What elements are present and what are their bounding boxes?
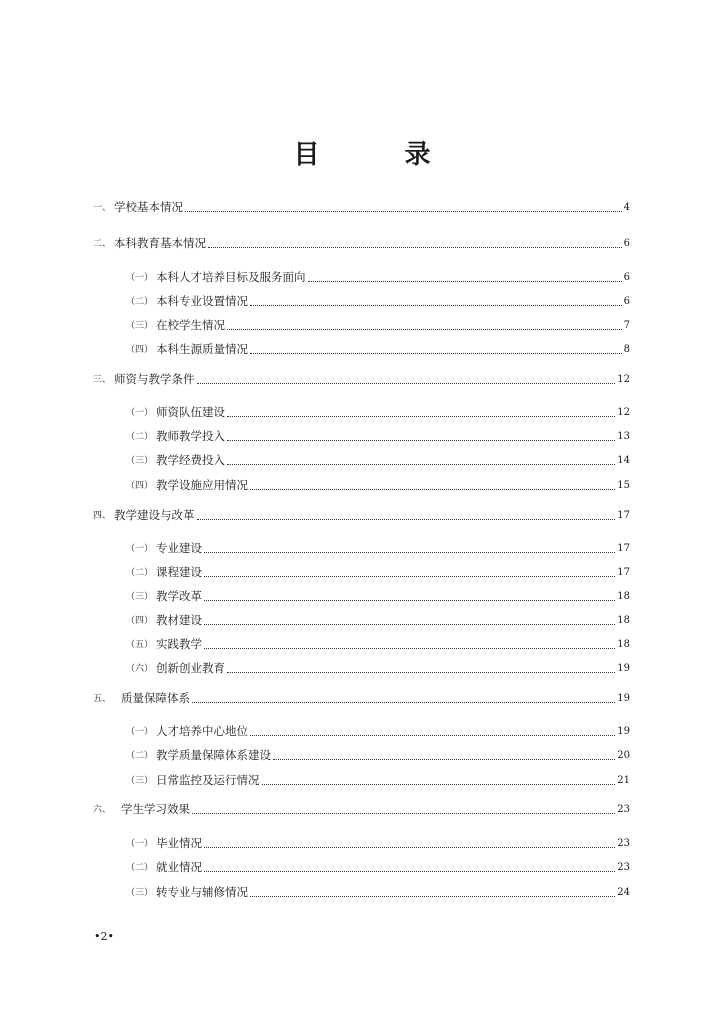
toc-entry-page-number: 14 xyxy=(617,455,630,466)
toc-entry-page-number: 6 xyxy=(623,238,630,249)
toc-subsection-entry[interactable] xyxy=(126,746,630,762)
toc-entry-number: （二） xyxy=(126,432,154,442)
dot-leader xyxy=(197,382,616,384)
dot-leader xyxy=(308,280,622,282)
toc-entry-title: 教材建设 xyxy=(156,613,203,627)
toc-entry-number: （三） xyxy=(126,456,154,466)
toc-entry-title: 教学经费投入 xyxy=(156,453,226,467)
toc-entry-number: 四、 xyxy=(93,511,112,521)
dot-leader xyxy=(227,463,615,465)
toc-entry-title: 教学改革 xyxy=(156,589,203,603)
toc-entry-number: （二） xyxy=(126,568,154,578)
dot-leader xyxy=(197,518,616,520)
toc-subsection-entry[interactable] xyxy=(126,403,630,419)
toc-entry-title: 学生学习效果 xyxy=(121,802,191,816)
toc-subsection-entry[interactable] xyxy=(126,292,630,308)
toc-entry-title: 师资队伍建设 xyxy=(156,405,226,419)
toc-entry-page-number: 20 xyxy=(617,750,630,761)
toc-entry-page-number: 7 xyxy=(623,320,630,331)
toc-entry-title: 本科专业设置情况 xyxy=(156,294,249,308)
toc-subsection-entry[interactable] xyxy=(126,268,630,284)
dot-leader xyxy=(204,599,615,601)
toc-entry-page-number: 18 xyxy=(617,591,630,602)
toc-entry-number: （三） xyxy=(126,888,154,898)
toc-subsection-entry[interactable] xyxy=(126,563,630,579)
toc-entry-page-number: 17 xyxy=(617,543,630,554)
toc-subsection-entry[interactable] xyxy=(126,427,630,443)
toc-entry-page-number: 23 xyxy=(617,804,630,815)
toc-section-entry[interactable] xyxy=(93,198,630,214)
dot-leader xyxy=(208,246,622,248)
toc-entry-page-number: 24 xyxy=(617,887,630,898)
page-number-footer: •2• xyxy=(94,930,114,943)
toc-entry-title: 质量保障体系 xyxy=(121,691,191,705)
toc-entry-number: 三、 xyxy=(93,375,112,385)
toc-entry-number: 二、 xyxy=(93,239,112,249)
toc-entry-number: （二） xyxy=(126,863,154,873)
dot-leader xyxy=(250,895,615,897)
dot-leader xyxy=(192,812,615,814)
toc-entry-page-number: 21 xyxy=(617,775,630,786)
toc-entry-page-number: 8 xyxy=(623,344,630,355)
toc-entry-title: 本科人才培养目标及服务面向 xyxy=(156,270,306,284)
toc-entry-number: （四） xyxy=(126,616,154,626)
toc-entry-number: （一） xyxy=(126,727,154,737)
dot-leader xyxy=(227,671,615,673)
toc-entry-page-number: 13 xyxy=(617,431,630,442)
dot-leader xyxy=(273,758,615,760)
toc-subsection-entry[interactable] xyxy=(126,611,630,627)
toc-subsection-entry[interactable] xyxy=(126,451,630,467)
toc-entry-number: （一） xyxy=(126,544,154,554)
dot-leader xyxy=(204,870,615,872)
toc-subsection-entry[interactable] xyxy=(126,539,630,555)
dot-leader xyxy=(227,415,615,417)
toc-entry-title: 本科教育基本情况 xyxy=(114,236,207,250)
toc-entry-title: 创新创业教育 xyxy=(156,661,226,675)
page-title: 目 录 xyxy=(293,140,469,170)
toc-entry-page-number: 12 xyxy=(617,374,630,385)
toc-entry-number: 五、 xyxy=(93,694,112,704)
toc-entry-number: （三） xyxy=(126,592,154,602)
toc-entry-page-number: 17 xyxy=(617,510,630,521)
toc-entry-page-number: 4 xyxy=(623,202,630,213)
dot-leader xyxy=(204,575,615,577)
toc-entry-number: （三） xyxy=(126,776,154,786)
toc-entry-number: （六） xyxy=(126,664,154,674)
toc-entry-page-number: 19 xyxy=(617,663,630,674)
dot-leader xyxy=(250,304,622,306)
toc-entry-page-number: 6 xyxy=(623,272,630,283)
toc-entry-title: 在校学生情况 xyxy=(156,318,226,332)
toc-section-entry[interactable] xyxy=(93,370,630,386)
toc-subsection-entry[interactable] xyxy=(126,635,630,651)
toc-entry-page-number: 18 xyxy=(617,639,630,650)
toc-subsection-entry[interactable] xyxy=(126,771,630,787)
toc-section-entry[interactable] xyxy=(93,800,630,816)
toc-subsection-entry[interactable] xyxy=(126,587,630,603)
dot-leader xyxy=(227,328,622,330)
toc-entry-number: （五） xyxy=(126,640,154,650)
toc-entry-page-number: 15 xyxy=(617,480,630,491)
toc-entry-page-number: 17 xyxy=(617,567,630,578)
toc-subsection-entry[interactable] xyxy=(126,476,630,492)
dot-leader xyxy=(185,210,622,212)
toc-entry-page-number: 18 xyxy=(617,615,630,626)
toc-entry-page-number: 19 xyxy=(617,693,630,704)
toc-subsection-entry[interactable] xyxy=(126,883,630,899)
toc-subsection-entry[interactable] xyxy=(126,316,630,332)
toc-entry-title: 教师教学投入 xyxy=(156,429,226,443)
toc-section-entry[interactable] xyxy=(93,506,630,522)
toc-section-entry[interactable] xyxy=(93,234,630,250)
toc-entry-number: （二） xyxy=(126,751,154,761)
toc-entry-number: （四） xyxy=(126,481,154,491)
toc-entry-title: 课程建设 xyxy=(156,565,203,579)
toc-subsection-entry[interactable] xyxy=(126,722,630,738)
toc-entry-title: 实践教学 xyxy=(156,637,203,651)
toc-entry-page-number: 19 xyxy=(617,726,630,737)
toc-entry-title: 教学建设与改革 xyxy=(114,508,195,522)
toc-entry-title: 学校基本情况 xyxy=(114,200,184,214)
toc-entry-number: （一） xyxy=(126,408,154,418)
toc-entry-number: 一、 xyxy=(93,203,112,213)
toc-entry-title: 就业情况 xyxy=(156,860,203,874)
toc-entry-number: 六、 xyxy=(93,805,112,815)
dot-leader xyxy=(204,846,615,848)
toc-subsection-entry[interactable] xyxy=(126,858,630,874)
toc-entry-title: 师资与教学条件 xyxy=(114,372,195,386)
toc-entry-number: （一） xyxy=(126,839,154,849)
toc-entry-number: （一） xyxy=(126,273,154,283)
toc-section-entry[interactable] xyxy=(93,689,630,705)
toc-entry-title: 转专业与辅修情况 xyxy=(156,885,249,899)
dot-leader xyxy=(250,488,615,490)
toc-entry-page-number: 23 xyxy=(617,862,630,873)
toc-subsection-entry[interactable] xyxy=(126,834,630,850)
toc-entry-title: 本科生源质量情况 xyxy=(156,342,249,356)
dot-leader xyxy=(262,783,616,785)
dot-leader xyxy=(192,701,615,703)
dot-leader xyxy=(204,551,615,553)
toc-subsection-entry[interactable] xyxy=(126,659,630,675)
dot-leader xyxy=(227,439,615,441)
toc-subsection-entry[interactable] xyxy=(126,340,630,356)
toc-entry-number: （二） xyxy=(126,297,154,307)
toc-entry-title: 日常监控及运行情况 xyxy=(156,773,260,787)
toc-entry-page-number: 6 xyxy=(623,296,630,307)
toc-entry-number: （四） xyxy=(126,345,154,355)
toc-entry-page-number: 12 xyxy=(617,407,630,418)
toc-entry-title: 毕业情况 xyxy=(156,836,203,850)
dot-leader xyxy=(204,623,615,625)
toc-entry-page-number: 23 xyxy=(617,838,630,849)
dot-leader xyxy=(250,734,615,736)
toc-entry-title: 教学质量保障体系建设 xyxy=(156,748,272,762)
toc-entry-title: 人才培养中心地位 xyxy=(156,724,249,738)
dot-leader xyxy=(250,352,622,354)
toc-entry-title: 专业建设 xyxy=(156,541,203,555)
toc-entry-number: （三） xyxy=(126,321,154,331)
dot-leader xyxy=(204,647,615,649)
toc-entry-title: 教学设施应用情况 xyxy=(156,478,249,492)
